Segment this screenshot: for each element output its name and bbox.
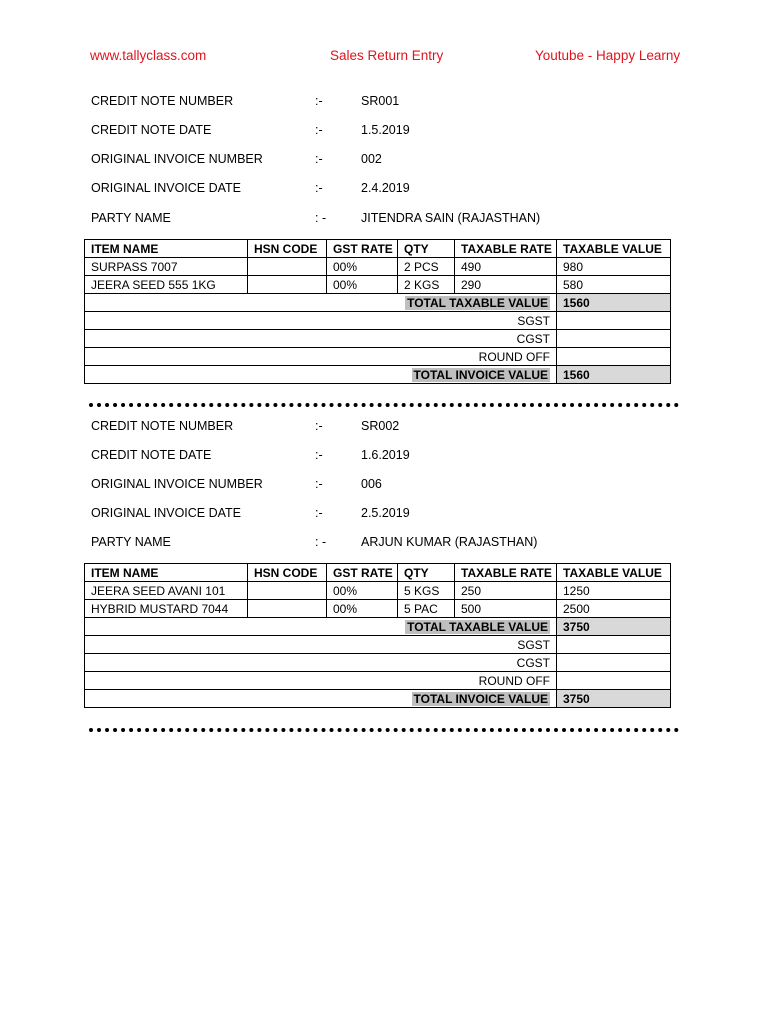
table-row <box>85 600 671 618</box>
field-separator: :- <box>315 506 323 520</box>
field-value: SR002 <box>361 419 400 433</box>
field-value: SR001 <box>361 94 400 108</box>
field-party-name <box>0 211 768 229</box>
cell-item-name: JEERA SEED AVANI 101 <box>85 582 248 600</box>
cell-gst-rate: 00% <box>327 276 398 294</box>
field-credit-note-date <box>0 448 768 466</box>
field-label: CREDIT NOTE DATE <box>91 448 212 462</box>
field-value: 1.6.2019 <box>361 448 410 462</box>
summary-row-round-off <box>85 348 671 366</box>
field-separator: :- <box>315 152 323 166</box>
column-header: TAXABLE VALUE <box>557 564 671 582</box>
cell-qty: 5 KGS <box>398 582 455 600</box>
cell-taxable-value: 580 <box>557 276 671 294</box>
summary-row-total-invoice <box>85 690 671 708</box>
field-credit-note-date <box>0 123 768 141</box>
table-row <box>85 258 671 276</box>
summary-row-total-taxable <box>85 618 671 636</box>
field-separator: :- <box>315 477 323 491</box>
summary-row-round-off <box>85 672 671 690</box>
summary-row-cgst <box>85 330 671 348</box>
site-url[interactable]: www.tallyclass.com <box>90 48 207 63</box>
summary-value <box>557 654 671 672</box>
summary-label: ROUND OFF <box>85 348 557 366</box>
cell-gst-rate: 00% <box>327 600 398 618</box>
column-header: GST RATE <box>327 240 398 258</box>
summary-value: 1560 <box>557 294 671 312</box>
cell-item-name: HYBRID MUSTARD 7044 <box>85 600 248 618</box>
table-row <box>85 276 671 294</box>
column-header: TAXABLE RATE <box>455 564 557 582</box>
summary-value: 3750 <box>557 690 671 708</box>
summary-label-cell <box>85 294 557 312</box>
table-row <box>85 582 671 600</box>
field-separator: :- <box>315 94 323 108</box>
field-value: 002 <box>361 152 382 166</box>
field-value: 2.5.2019 <box>361 506 410 520</box>
field-value: JITENDRA SAIN (RAJASTHAN) <box>361 211 541 225</box>
field-separator: :- <box>315 123 323 137</box>
summary-label: CGST <box>85 654 557 672</box>
summary-label: TOTAL INVOICE VALUE <box>413 367 548 382</box>
field-separator: :- <box>315 448 323 462</box>
field-original-invoice-number <box>0 477 768 495</box>
cell-item-name: JEERA SEED 555 1KG <box>85 276 248 294</box>
items-table <box>84 563 671 708</box>
cell-taxable-rate: 500 <box>455 600 557 618</box>
summary-label: TOTAL TAXABLE VALUE <box>407 295 548 310</box>
summary-value <box>557 330 671 348</box>
column-header: ITEM NAME <box>85 564 248 582</box>
field-label: CREDIT NOTE DATE <box>91 123 212 137</box>
field-label: PARTY NAME <box>91 211 171 225</box>
summary-value <box>557 312 671 330</box>
cell-gst-rate: 00% <box>327 258 398 276</box>
summary-value: 3750 <box>557 618 671 636</box>
cell-item-name: SURPASS 7007 <box>85 258 248 276</box>
column-header: ITEM NAME <box>85 240 248 258</box>
summary-row-sgst <box>85 312 671 330</box>
summary-value <box>557 636 671 654</box>
summary-label: ROUND OFF <box>85 672 557 690</box>
cell-taxable-rate: 490 <box>455 258 557 276</box>
cell-hsn-code <box>248 582 327 600</box>
summary-label-cell <box>85 618 557 636</box>
field-separator: :- <box>315 181 323 195</box>
cell-hsn-code <box>248 258 327 276</box>
cell-taxable-rate: 290 <box>455 276 557 294</box>
field-separator: :- <box>315 419 323 433</box>
cell-taxable-value: 1250 <box>557 582 671 600</box>
summary-value: 1560 <box>557 366 671 384</box>
field-value: 2.4.2019 <box>361 181 410 195</box>
field-label: CREDIT NOTE NUMBER <box>91 94 234 108</box>
field-label: ORIGINAL INVOICE DATE <box>91 181 242 195</box>
summary-row-total-taxable <box>85 294 671 312</box>
page-header <box>0 48 768 68</box>
field-label: ORIGINAL INVOICE NUMBER <box>91 152 263 166</box>
youtube-channel: Youtube - Happy Learny <box>535 48 681 63</box>
table-header-row <box>85 564 671 582</box>
cell-taxable-value: 2500 <box>557 600 671 618</box>
document-title: Sales Return Entry <box>330 48 444 63</box>
column-header: QTY <box>398 240 455 258</box>
cell-qty: 2 KGS <box>398 276 455 294</box>
items-table <box>84 239 671 384</box>
summary-label: TOTAL TAXABLE VALUE <box>407 619 548 634</box>
field-party-name <box>0 535 768 553</box>
cell-hsn-code <box>248 276 327 294</box>
field-value: 006 <box>361 477 382 491</box>
summary-label-cell <box>85 690 557 708</box>
cell-qty: 5 PAC <box>398 600 455 618</box>
field-value: ARJUN KUMAR (RAJASTHAN) <box>361 535 538 549</box>
field-label: ORIGINAL INVOICE DATE <box>91 506 242 520</box>
column-header: HSN CODE <box>248 240 327 258</box>
dotted-divider <box>89 728 679 732</box>
column-header: QTY <box>398 564 455 582</box>
column-header: GST RATE <box>327 564 398 582</box>
field-original-invoice-date <box>0 181 768 199</box>
field-label: PARTY NAME <box>91 535 171 549</box>
summary-value <box>557 672 671 690</box>
field-label: ORIGINAL INVOICE NUMBER <box>91 477 263 491</box>
summary-row-cgst <box>85 654 671 672</box>
summary-label: CGST <box>85 330 557 348</box>
field-separator: : - <box>315 211 327 225</box>
cell-taxable-value: 980 <box>557 258 671 276</box>
field-original-invoice-number <box>0 152 768 170</box>
summary-row-total-invoice <box>85 366 671 384</box>
summary-label-cell <box>85 366 557 384</box>
summary-label: SGST <box>85 636 557 654</box>
field-credit-note-number <box>0 419 768 437</box>
dotted-divider <box>89 403 679 407</box>
field-value: 1.5.2019 <box>361 123 410 137</box>
field-label: CREDIT NOTE NUMBER <box>91 419 234 433</box>
table-header-row <box>85 240 671 258</box>
cell-qty: 2 PCS <box>398 258 455 276</box>
column-header: TAXABLE VALUE <box>557 240 671 258</box>
summary-row-sgst <box>85 636 671 654</box>
cell-hsn-code <box>248 600 327 618</box>
cell-taxable-rate: 250 <box>455 582 557 600</box>
summary-label: SGST <box>85 312 557 330</box>
column-header: TAXABLE RATE <box>455 240 557 258</box>
summary-value <box>557 348 671 366</box>
column-header: HSN CODE <box>248 564 327 582</box>
field-credit-note-number <box>0 94 768 112</box>
cell-gst-rate: 00% <box>327 582 398 600</box>
field-separator: : - <box>315 535 327 549</box>
field-original-invoice-date <box>0 506 768 524</box>
summary-label: TOTAL INVOICE VALUE <box>413 691 548 706</box>
